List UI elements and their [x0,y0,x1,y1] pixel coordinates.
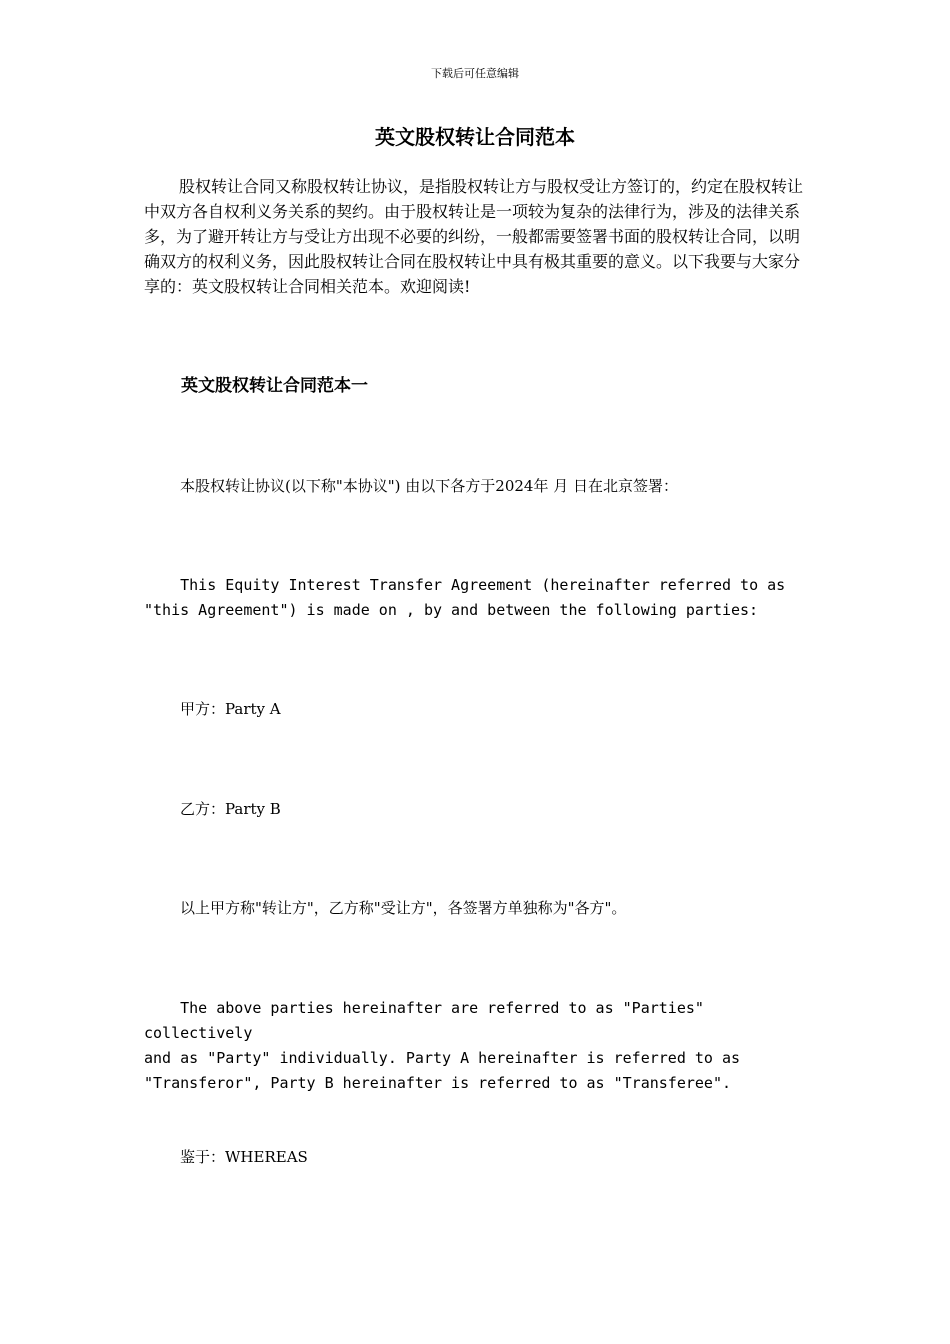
intro-paragraph: 股权转让合同又称股权转让协议，是指股权转让方与股权受让方签订的，约定在股权转让中双方各自权利义务关系的契约。由于股权转让是一项较为复杂的法律行为，涉及的法律关系多，为了避开转让方与受让方出现不必要的纠纷，一般都需要签署书面的股权转让合同，以明确双方的权利义务，因此股权转让合同在股权转让中具有极其重要的意义。以下我要与大家分享的：英文股权转让合同相关范本。欢迎阅读! [144,177,804,296]
header-note: 下载后可任意编辑 [431,67,519,80]
paragraph-whereas: 鉴于：WHEREAS [180,1148,308,1166]
paragraph-zh-date: 本股权转让协议(以下称"本协议") 由以下各方于2024年 月 日在北京签署： [180,477,678,495]
section-heading: 英文股权转让合同范本一 [181,376,368,396]
paragraph-zh-parties: 以上甲方称"转让方"，乙方称"受让方"，各签署方单独称为"各方"。 [180,899,627,917]
paragraph-en-parties: The above parties hereinafter are referred to as "Parties" collectively and as "Party" individually. Party A hereinafter is referred to as "Transferor", Party B hereinafter is referred to as "Transferee". [144,999,741,1092]
paragraph-en-date: This Equity Interest Transfer Agreement (hereinafter referred to as "this Agreement") is made on , by and between the following parties: [144,576,786,619]
paragraph-party-a: 甲方：Party A [180,700,281,718]
document-title: 英文股权转让合同范本 [375,125,575,149]
paragraph-party-b: 乙方：Party B [180,800,281,818]
